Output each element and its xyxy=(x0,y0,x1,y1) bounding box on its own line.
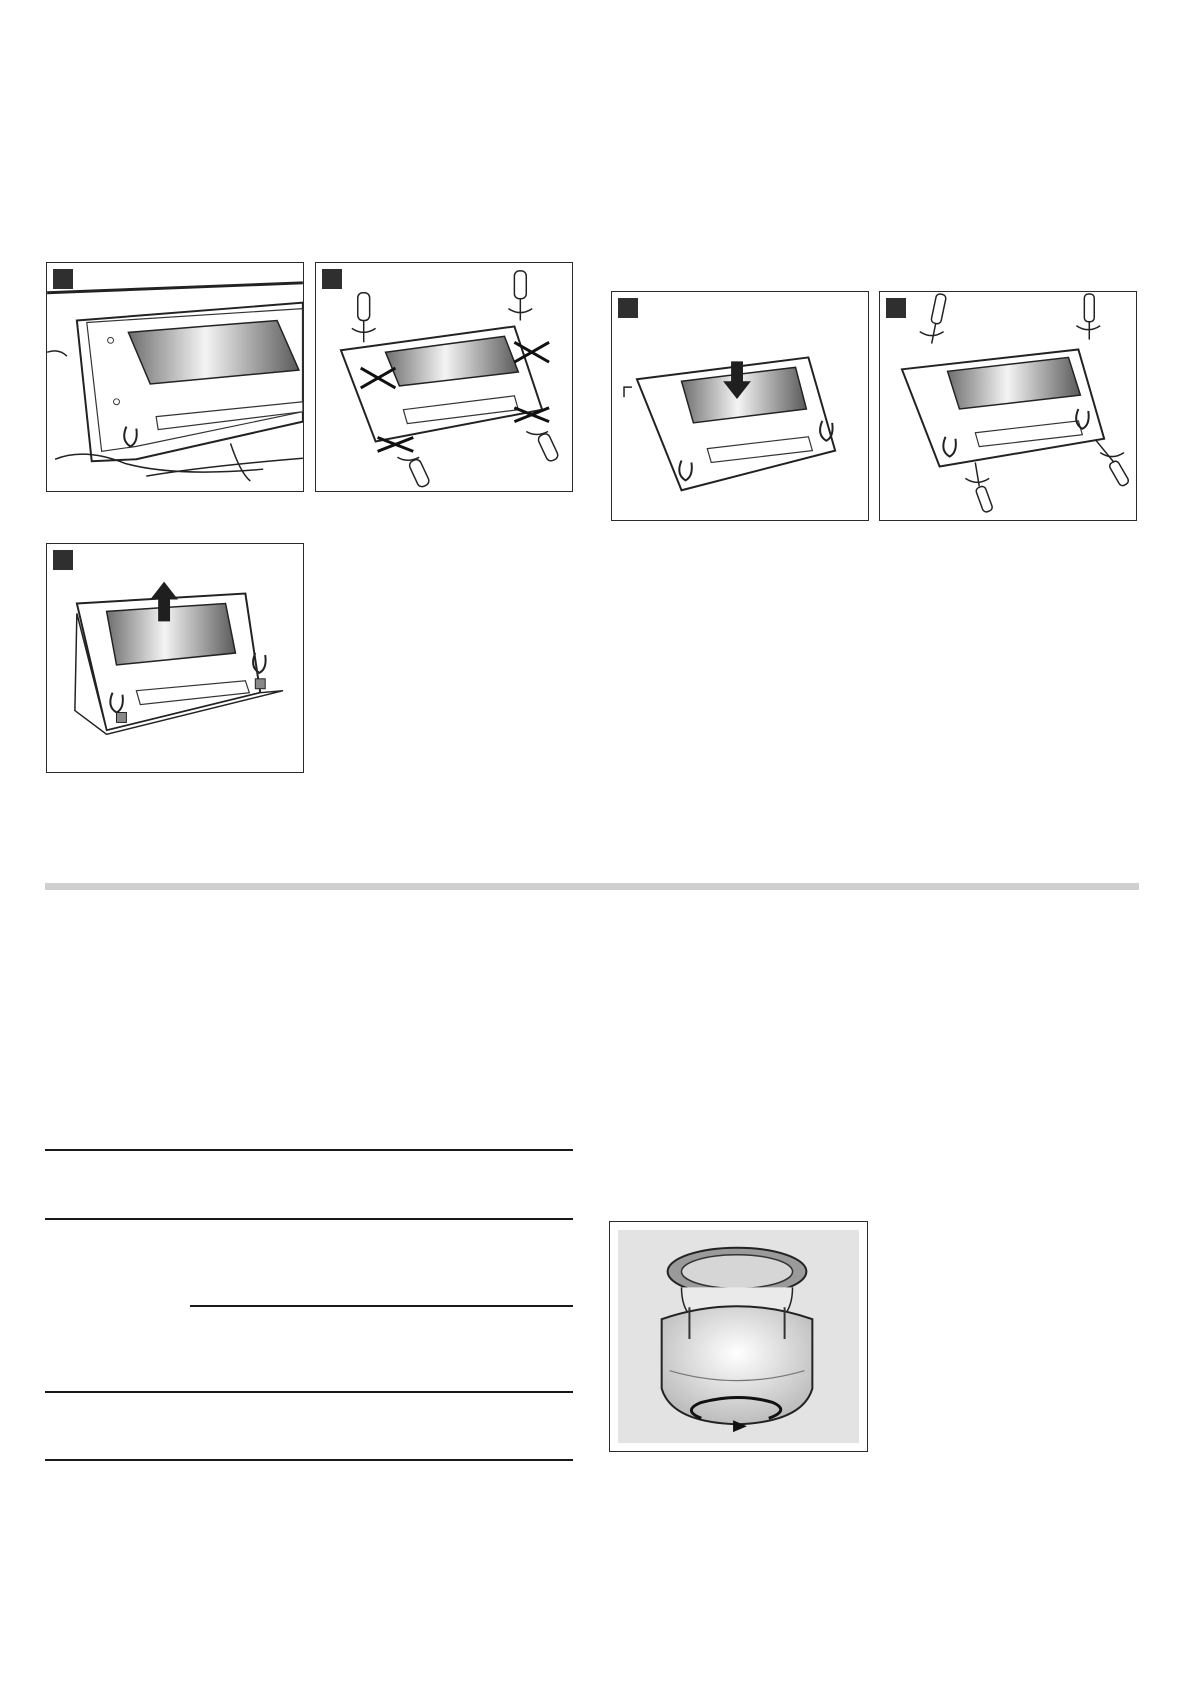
table-rule xyxy=(45,1391,573,1393)
step-badge xyxy=(322,269,342,289)
lift-glass-panel-illustration xyxy=(47,544,303,772)
figure-lamp-cover xyxy=(609,1221,868,1452)
step-badge xyxy=(53,269,73,289)
screw-door-panel-illustration xyxy=(880,292,1136,520)
insert-glass-panel-illustration xyxy=(612,292,868,520)
table-rule xyxy=(45,1149,573,1151)
section-divider xyxy=(45,883,1139,890)
figure-step-2 xyxy=(315,262,573,492)
step-badge xyxy=(53,550,73,570)
table-rule xyxy=(45,1218,573,1220)
step-badge xyxy=(618,298,638,318)
figure-step-1 xyxy=(46,262,304,492)
figure-step-4 xyxy=(611,291,869,521)
door-panel-on-cloth-illustration xyxy=(47,263,303,491)
figure-step-3 xyxy=(46,543,304,773)
table-rule xyxy=(190,1305,573,1307)
figure-step-5 xyxy=(879,291,1137,521)
unscrew-door-panel-illustration xyxy=(316,263,572,491)
table-rule xyxy=(45,1459,573,1461)
step-badge xyxy=(886,298,906,318)
oven-lamp-cover-unscrew-illustration xyxy=(610,1222,867,1451)
